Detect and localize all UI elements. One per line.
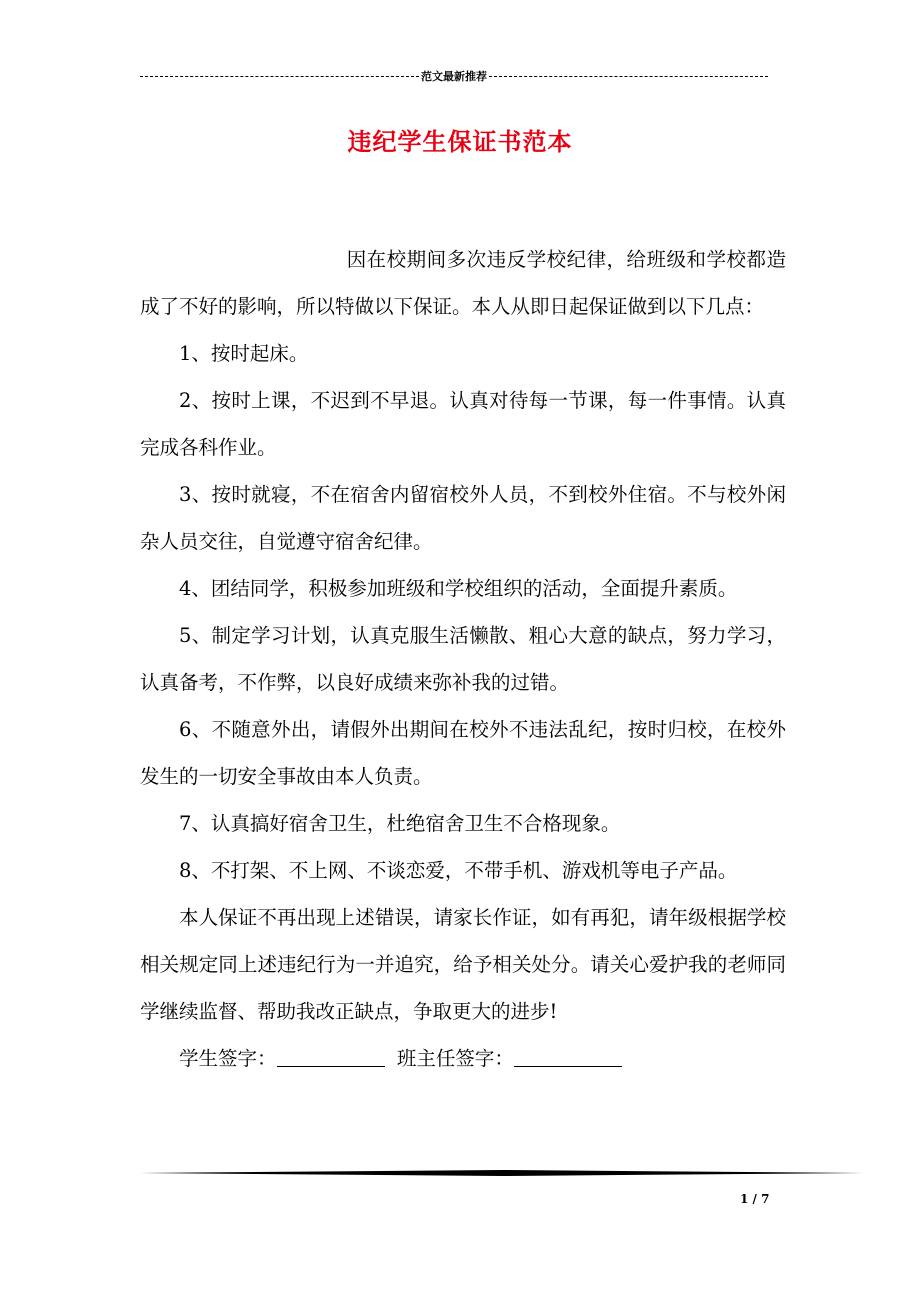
pledge-item-1: 1、按时起床。 xyxy=(179,342,309,365)
document-title: 违纪学生保证书范本 xyxy=(347,127,573,156)
pledge-item-6: 6、不随意外出，请假外出期间在校外不违法乱纪，按时归校，在校外发生的一切安全事故由本人负责。 xyxy=(140,718,786,788)
pledge-item-5: 5、制定学习计划，认真克服生活懒散、粗心大意的缺点，努力学习，认真备考，不作弊，以良好成绩来弥补我的过错。 xyxy=(140,624,786,694)
pledge-item-8: 8、不打架、不上网、不谈恋爱，不带手机、游戏机等电子产品。 xyxy=(179,859,738,882)
footer-rule-shape xyxy=(140,1170,864,1176)
pledge-item-3: 3、按时就寝，不在宿舍内留宿校外人员，不到校外住宿。不与校外闲杂人员交往，自觉遵守宿舍纪律。 xyxy=(140,483,786,553)
teacher-signature-blank xyxy=(514,1048,622,1067)
header-dash-right xyxy=(489,76,768,77)
page-number: 1 / 7 xyxy=(740,1192,770,1206)
student-signature-blank xyxy=(277,1048,385,1067)
student-signature-label: 学生签字： xyxy=(179,1047,277,1070)
header-banner xyxy=(140,68,768,84)
teacher-signature-label: 班主任签字： xyxy=(396,1047,514,1070)
pledge-item-2: 2、按时上课，不迟到不早退。认真对待每一节课，每一件事情。认真完成各科作业。 xyxy=(140,389,786,459)
header-label: 范文最新推荐 xyxy=(421,70,487,83)
pledge-item-4: 4、团结同学，积极参加班级和学校组织的活动，全面提升素质。 xyxy=(179,577,738,600)
footer-rule xyxy=(140,1170,864,1176)
pledge-item-7: 7、认真搞好宿舍卫生，杜绝宿舍卫生不合格现象。 xyxy=(179,812,621,835)
closing-paragraph: 本人保证不再出现上述错误，请家长作证，如有再犯，请年级根据学校相关规定同上述违纪行为一并追究，给予相关处分。请关心爱护我的老师同学继续监督、帮助我改正缺点，争取更大的进步! xyxy=(140,906,786,1023)
signature-line xyxy=(140,1035,786,1082)
intro-paragraph: 因在校期间多次违反学校纪律，给班级和学校都造成了不好的影响，所以特做以下保证。本人从即日起保证做到以下几点： xyxy=(140,248,786,318)
document-body xyxy=(140,236,786,1082)
header-dash-left xyxy=(140,76,419,77)
